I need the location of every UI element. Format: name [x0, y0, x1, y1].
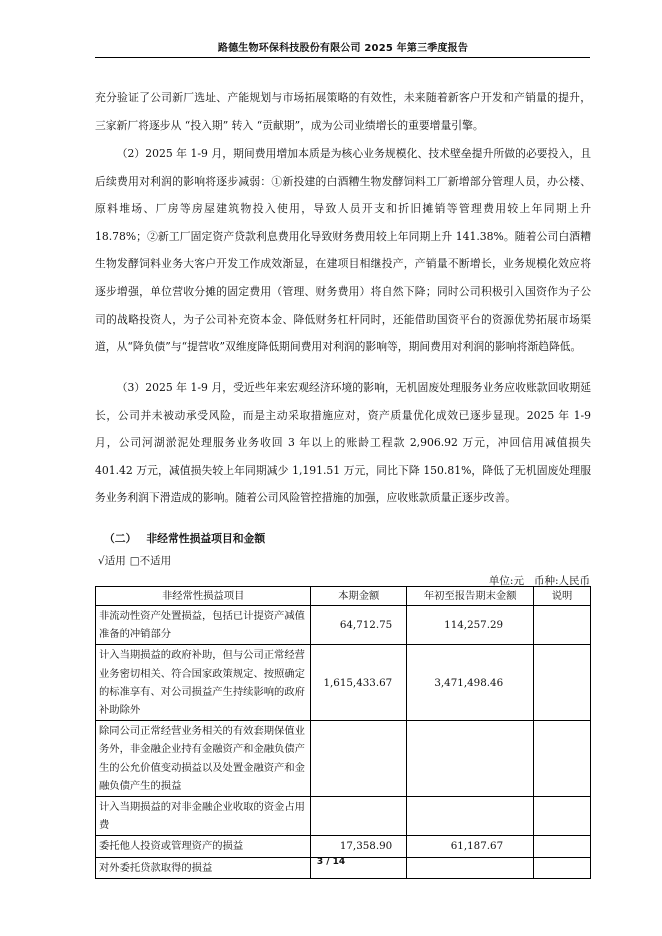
section-heading — [104, 531, 275, 546]
row-current-amount — [311, 797, 407, 836]
row-item: 计入当期损益的对非金融企业收取的资金占用费 — [96, 797, 311, 836]
table-row — [96, 721, 591, 797]
row-item: 非流动性资产处置损益，包括已计提资产减值准备的冲销部分 — [96, 606, 311, 645]
paragraph-text: 充分验证了公司新厂选址、产能规划与市场拓展策略的有效性，未来随着新客户开发和产销量的提升，三家新厂将逐步从 “投入期” 转入 “贡献期”，成为公司业绩增长的重要增量引擎。 — [95, 91, 591, 132]
paragraph-continuation — [95, 84, 591, 139]
table-row — [96, 797, 591, 836]
paragraph-expenses — [95, 140, 591, 361]
currency-label: 币种:人民币 — [533, 575, 590, 587]
row-current-amount: 17,358.90 — [311, 836, 407, 857]
row-item: 委托他人投资或管理资产的损益 — [96, 836, 311, 857]
row-note — [534, 645, 591, 721]
row-current-amount: 1,615,433.67 — [311, 645, 407, 721]
table-row — [96, 836, 591, 857]
table-header-row — [96, 587, 591, 606]
row-ytd-amount: 61,187.67 — [407, 836, 534, 857]
row-current-amount — [311, 721, 407, 797]
table-row — [96, 606, 591, 645]
table-row — [96, 645, 591, 721]
paragraph-text: （2）2025 年 1-9 月，期间费用增加本质是为核心业务规模化、技术壁垒提升所做的必要投入，且后续费用对利润的影响将逐步减弱：①新投建的白酒糟生物发酵饲料工厂新增部分管理人员，办公楼、原料堆场、厂房等房屋建筑物投入使用，导致人员开支和折旧摊销等管理费用较上年同期上升 18.78%；②新工厂固定资产贷款利息费用化导致财务费用较上年同期上升 141.38%。随着公司白酒糟生物发酵饲料业务大客户开发工作成效渐显，在建项目相继投产，产销量不断增长，业务规模化效应将逐步增强，单位营收分摊的固定费用（管理、财务费用）将自然下降；同时公司积极引入国资作为子公司的战略投资人，为子公司补充资本金、降低财务杠杆同时，还能借助国资平台的资源优势拓展市场渠道，从“降负债”与“提营收”双维度降低期间费用对利润的影响等，期间费用对利润的影响将渐趋降低。 — [95, 147, 591, 354]
row-item: 除同公司正常经营业务相关的有效套期保值业务外，非金融企业持有金融资产和金融负债产生的公允价值变动损益以及处置金融资产和金融负债产生的损益 — [96, 721, 311, 797]
row-note — [534, 721, 591, 797]
row-current-amount: 64,712.75 — [311, 606, 407, 645]
section-number: （二） — [104, 532, 137, 545]
not-applicable-checkbox: □不适用 — [129, 555, 172, 567]
unit-label: 单位:元 — [488, 575, 524, 587]
column-header-ytd: 年初至报告期末金额 — [407, 587, 534, 606]
applicability-options — [98, 553, 175, 568]
non-recurring-items-table — [95, 586, 591, 879]
section-title-text: 非经常性损益项目和金额 — [146, 532, 266, 545]
row-note — [534, 797, 591, 836]
page-number: 3 / 14 — [316, 857, 346, 867]
row-note — [534, 836, 591, 857]
applicable-checkbox: √适用 — [98, 555, 126, 567]
report-header-title: 路德生物环保科技股份有限公司 2025 年第三季度报告 — [217, 43, 469, 54]
header-divider — [95, 57, 590, 58]
row-ytd-amount: 3,471,498.46 — [407, 645, 534, 721]
row-ytd-amount: 114,257.29 — [407, 606, 534, 645]
column-header-current: 本期金额 — [311, 587, 407, 606]
paragraph-text: （3）2025 年 1-9 月，受近些年来宏观经济环境的影响，无机固废处理服务业务应收账款回收期延长，公司并未被动承受风险，而是主动采取措施应对，资产质量优化成效已逐步显现。2025 年 1-9 月，公司河湖淤泥处理服务业务收回 3 年以上的账龄工程款 2,906.92 万元，冲回信用减值损失 401.42 万元，减值损失较上年同期减少 1,191.51 万元，同比下降 150.81%，降低了无机固废处理服务业务利润下滑造成的影响。随着公司风险管控措施的加强，应收账款质量正逐步改善。 — [95, 381, 591, 505]
row-ytd-amount — [407, 797, 534, 836]
row-note — [534, 606, 591, 645]
row-item: 对外委托贷款取得的损益 — [96, 857, 311, 878]
paragraph-receivables — [95, 374, 591, 512]
row-ytd-amount — [407, 721, 534, 797]
row-item: 计入当期损益的政府补助，但与公司正常经营业务密切相关、符合国家政策规定、按照确定的标准享有、对公司损益产生持续影响的政府补助除外 — [96, 645, 311, 721]
column-header-item: 非经常性损益项目 — [96, 587, 311, 606]
column-header-note: 说明 — [534, 587, 591, 606]
